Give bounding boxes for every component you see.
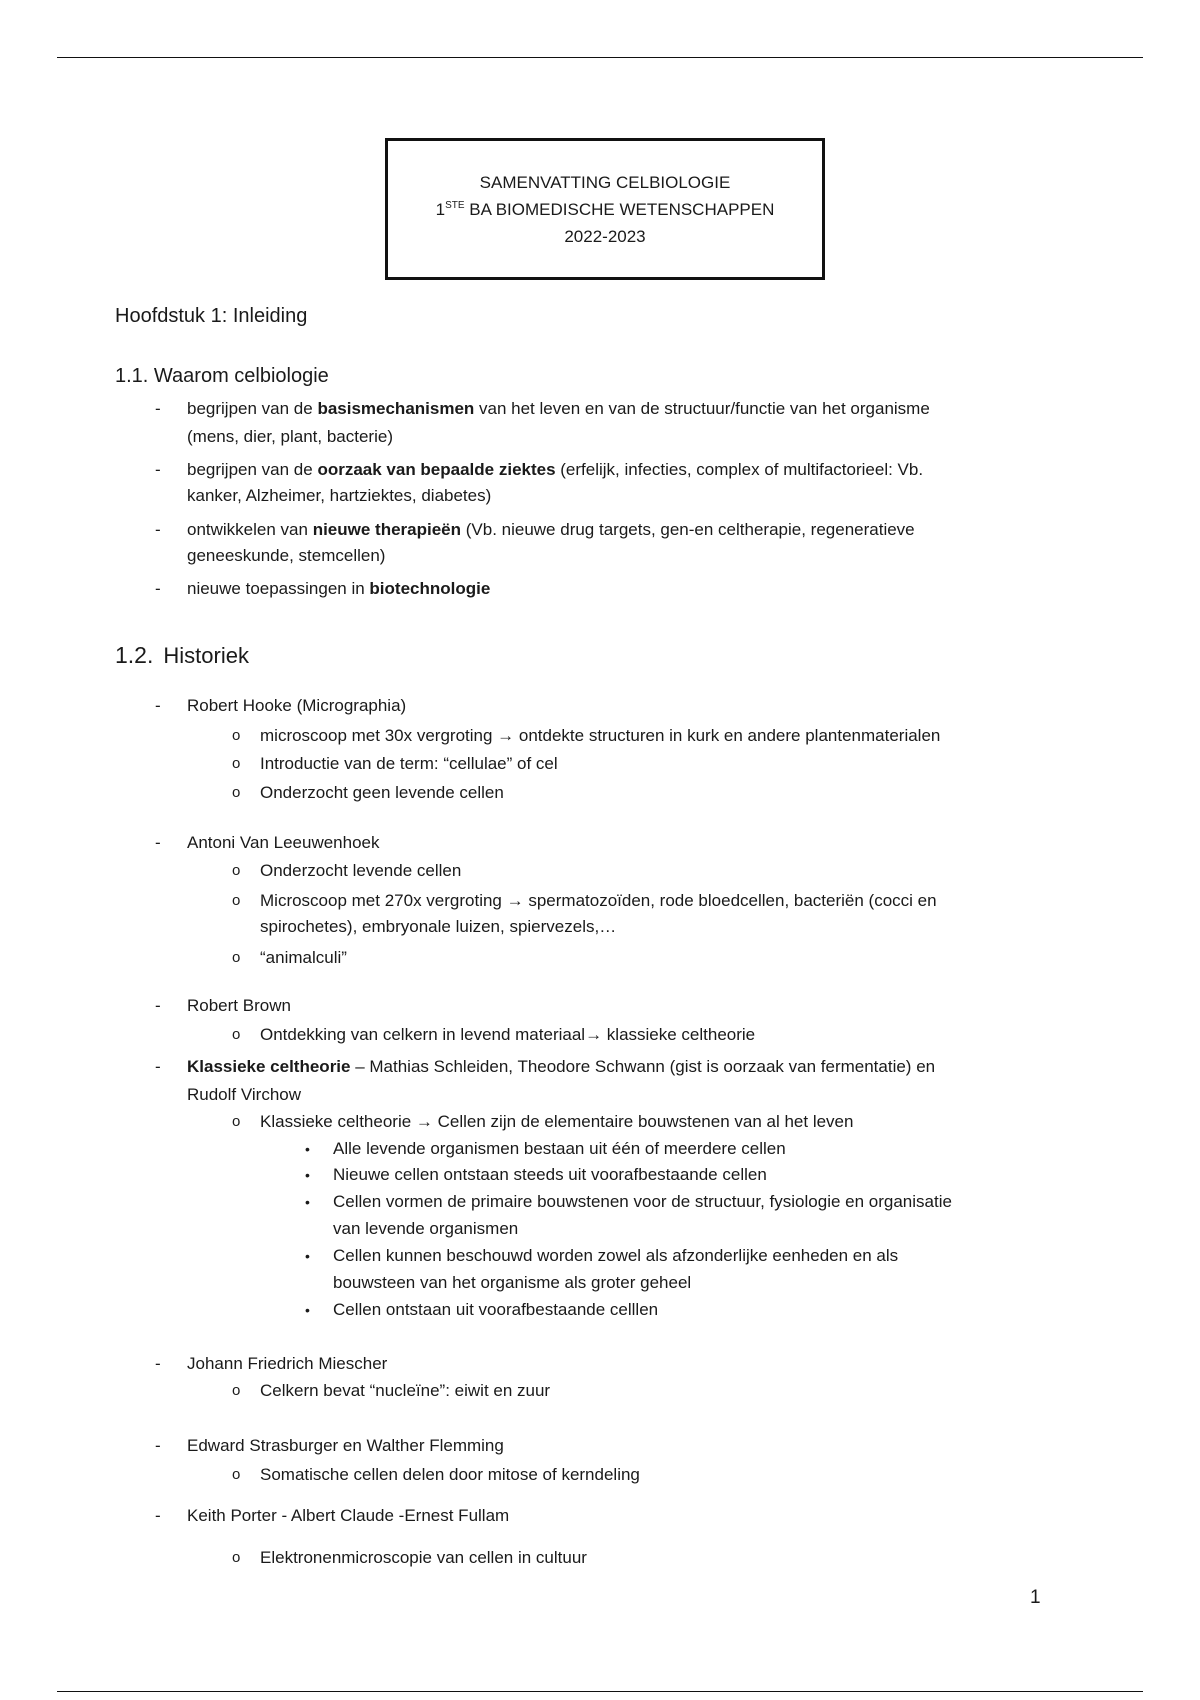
item-text: (erfelijk, infecties, complex of multifactorieel: Vb. bbox=[555, 460, 924, 479]
item-text: Antoni Van Leeuwenhoek bbox=[187, 833, 380, 852]
list-item bbox=[155, 396, 930, 422]
sub-item bbox=[232, 888, 937, 914]
sub-item bbox=[232, 751, 558, 777]
item-text: nieuwe toepassingen in bbox=[187, 579, 370, 598]
item-bold-text: biotechnologie bbox=[369, 579, 491, 598]
item-text: Edward Strasburger en Walther Flemming bbox=[187, 1436, 504, 1455]
item-text: Somatische cellen delen door mitose of kerndeling bbox=[260, 1465, 640, 1484]
item-text: Introductie van de term: “cellulae” of cel bbox=[260, 754, 558, 773]
item-text: – Mathias Schleiden, Theodore Schwann (gist is oorzaak van fermentatie) en bbox=[350, 1057, 936, 1076]
dot-marker: • bbox=[305, 1141, 310, 1157]
sub-item bbox=[232, 723, 941, 749]
item-bold-text: nieuwe therapieën bbox=[312, 520, 462, 539]
item-text: Celkern bevat “nucleïne”: eiwit en zuur bbox=[260, 1381, 551, 1400]
chapter-heading: Hoofdstuk 1: Inleiding bbox=[115, 305, 308, 327]
footer-rule bbox=[57, 1691, 1143, 1692]
dash-marker: - bbox=[155, 460, 161, 479]
dash-marker: - bbox=[155, 696, 161, 715]
item-text: Klassieke celtheorie → Cellen zijn de elementaire bouwstenen van al het leven bbox=[260, 1112, 854, 1131]
title-ordinal: 1 bbox=[435, 199, 446, 219]
bullet-point bbox=[305, 1162, 767, 1188]
section-title: Historiek bbox=[163, 643, 249, 668]
item-text: Robert Brown bbox=[187, 996, 291, 1015]
circle-marker: o bbox=[232, 784, 241, 801]
item-text: Ontdekking van celkern in levend materiaal→ klassieke celtheorie bbox=[260, 1025, 756, 1044]
item-text: Cellen vormen de primaire bouwstenen voor de structuur, fysiologie en organisatie bbox=[333, 1192, 952, 1211]
dot-marker: • bbox=[305, 1302, 310, 1318]
item-bold-text: Klassieke celtheorie bbox=[187, 1057, 351, 1076]
list-item bbox=[155, 576, 491, 602]
title-box bbox=[385, 138, 825, 280]
list-item bbox=[155, 517, 915, 543]
page-number: 1 bbox=[1030, 1587, 1041, 1608]
item-text: ontwikkelen van bbox=[187, 520, 313, 539]
dot-marker: • bbox=[305, 1167, 310, 1183]
item-text: Microscoop met 270x vergroting → spermatozoïden, rode bloedcellen, bacteriën (cocci en bbox=[260, 891, 937, 910]
sub-item bbox=[232, 1109, 854, 1135]
sub-item bbox=[232, 1378, 551, 1404]
item-text: (Vb. nieuwe drug targets, gen-en celtherapie, regeneratieve bbox=[461, 520, 915, 539]
title-line-2 bbox=[436, 196, 775, 223]
header-rule bbox=[57, 57, 1143, 58]
section-number: 1.2. bbox=[115, 642, 154, 668]
bullet-point bbox=[305, 1136, 786, 1162]
item-text: Cellen kunnen beschouwd worden zowel als afzonderlijke eenheden en als bbox=[333, 1246, 899, 1265]
list-item-continuation: kanker, Alzheimer, hartziektes, diabetes) bbox=[187, 486, 492, 505]
circle-marker: o bbox=[232, 1382, 241, 1399]
circle-marker: o bbox=[232, 892, 241, 909]
sub-item bbox=[232, 1545, 587, 1571]
section-1-2-heading bbox=[115, 642, 249, 669]
list-item-continuation: (mens, dier, plant, bacterie) bbox=[187, 427, 393, 446]
sub-item bbox=[232, 858, 462, 884]
list-item-celtheorie bbox=[155, 1054, 936, 1080]
bullet-point bbox=[305, 1297, 659, 1323]
list-item-strasburger bbox=[155, 1433, 504, 1459]
dot-marker: • bbox=[305, 1194, 310, 1210]
item-bold-text: oorzaak van bepaalde ziektes bbox=[317, 460, 556, 479]
item-text: Alle levende organismen bestaan uit één of meerdere cellen bbox=[333, 1139, 786, 1158]
list-item bbox=[155, 457, 924, 483]
list-item-porter bbox=[155, 1503, 510, 1529]
bullet-point bbox=[305, 1189, 952, 1215]
dash-marker: - bbox=[155, 1354, 161, 1373]
dash-marker: - bbox=[155, 833, 161, 852]
list-item-continuation: Rudolf Virchow bbox=[187, 1085, 302, 1104]
title-line-3: 2022-2023 bbox=[564, 226, 646, 246]
sub-item bbox=[232, 945, 347, 971]
item-text: begrijpen van de bbox=[187, 399, 318, 418]
dash-marker: - bbox=[155, 1057, 161, 1076]
dash-marker: - bbox=[155, 579, 161, 598]
title-line-1: SAMENVATTING CELBIOLOGIE bbox=[479, 172, 731, 192]
list-item-miescher bbox=[155, 1351, 388, 1377]
item-text: Johann Friedrich Miescher bbox=[187, 1354, 388, 1373]
title-ordinal-suffix: STE bbox=[445, 199, 465, 211]
bullet-continuation: bouwsteen van het organisme als groter geheel bbox=[333, 1273, 692, 1292]
circle-marker: o bbox=[232, 1549, 241, 1566]
circle-marker: o bbox=[232, 755, 241, 772]
item-text: “animalculi” bbox=[260, 948, 347, 967]
circle-marker: o bbox=[232, 949, 241, 966]
section-1-1-heading: 1.1. Waarom celbiologie bbox=[115, 365, 329, 387]
item-text: Cellen ontstaan uit voorafbestaande celllen bbox=[333, 1300, 659, 1319]
list-item-continuation: geneeskunde, stemcellen) bbox=[187, 546, 386, 565]
dash-marker: - bbox=[155, 520, 161, 539]
list-item-hooke bbox=[155, 693, 407, 719]
sub-item bbox=[232, 1462, 640, 1488]
bullet-continuation: van levende organismen bbox=[333, 1219, 519, 1238]
list-item-leeuwenhoek bbox=[155, 830, 380, 856]
circle-marker: o bbox=[232, 1466, 241, 1483]
dash-marker: - bbox=[155, 1506, 161, 1525]
circle-marker: o bbox=[232, 862, 241, 879]
item-text: Onderzocht geen levende cellen bbox=[260, 783, 504, 802]
item-text: microscoop met 30x vergroting → ontdekte structuren in kurk en andere plantenmaterialen bbox=[260, 726, 941, 745]
dash-marker: - bbox=[155, 399, 161, 418]
item-text: Elektronenmicroscopie van cellen in cultuur bbox=[260, 1548, 587, 1567]
sub-item bbox=[232, 1022, 756, 1048]
title-program: BA BIOMEDISCHE WETENSCHAPPEN bbox=[464, 199, 775, 219]
dash-marker: - bbox=[155, 1436, 161, 1455]
item-text: Robert Hooke (Micrographia) bbox=[187, 696, 407, 715]
dot-marker: • bbox=[305, 1248, 310, 1264]
list-item-brown bbox=[155, 993, 291, 1019]
item-text: Nieuwe cellen ontstaan steeds uit voorafbestaande cellen bbox=[333, 1165, 767, 1184]
item-bold-text: basismechanismen bbox=[317, 399, 475, 418]
circle-marker: o bbox=[232, 1026, 241, 1043]
circle-marker: o bbox=[232, 1113, 241, 1130]
item-text: Keith Porter - Albert Claude -Ernest Fullam bbox=[187, 1506, 510, 1525]
sub-item bbox=[232, 780, 504, 806]
item-text: Onderzocht levende cellen bbox=[260, 861, 462, 880]
dash-marker: - bbox=[155, 996, 161, 1015]
circle-marker: o bbox=[232, 727, 241, 744]
item-text: begrijpen van de bbox=[187, 460, 318, 479]
item-text: van het leven en van de structuur/functie van het organisme bbox=[474, 399, 930, 418]
sub-item-continuation: spirochetes), embryonale luizen, spiervezels,… bbox=[260, 917, 617, 936]
bullet-point bbox=[305, 1243, 899, 1269]
